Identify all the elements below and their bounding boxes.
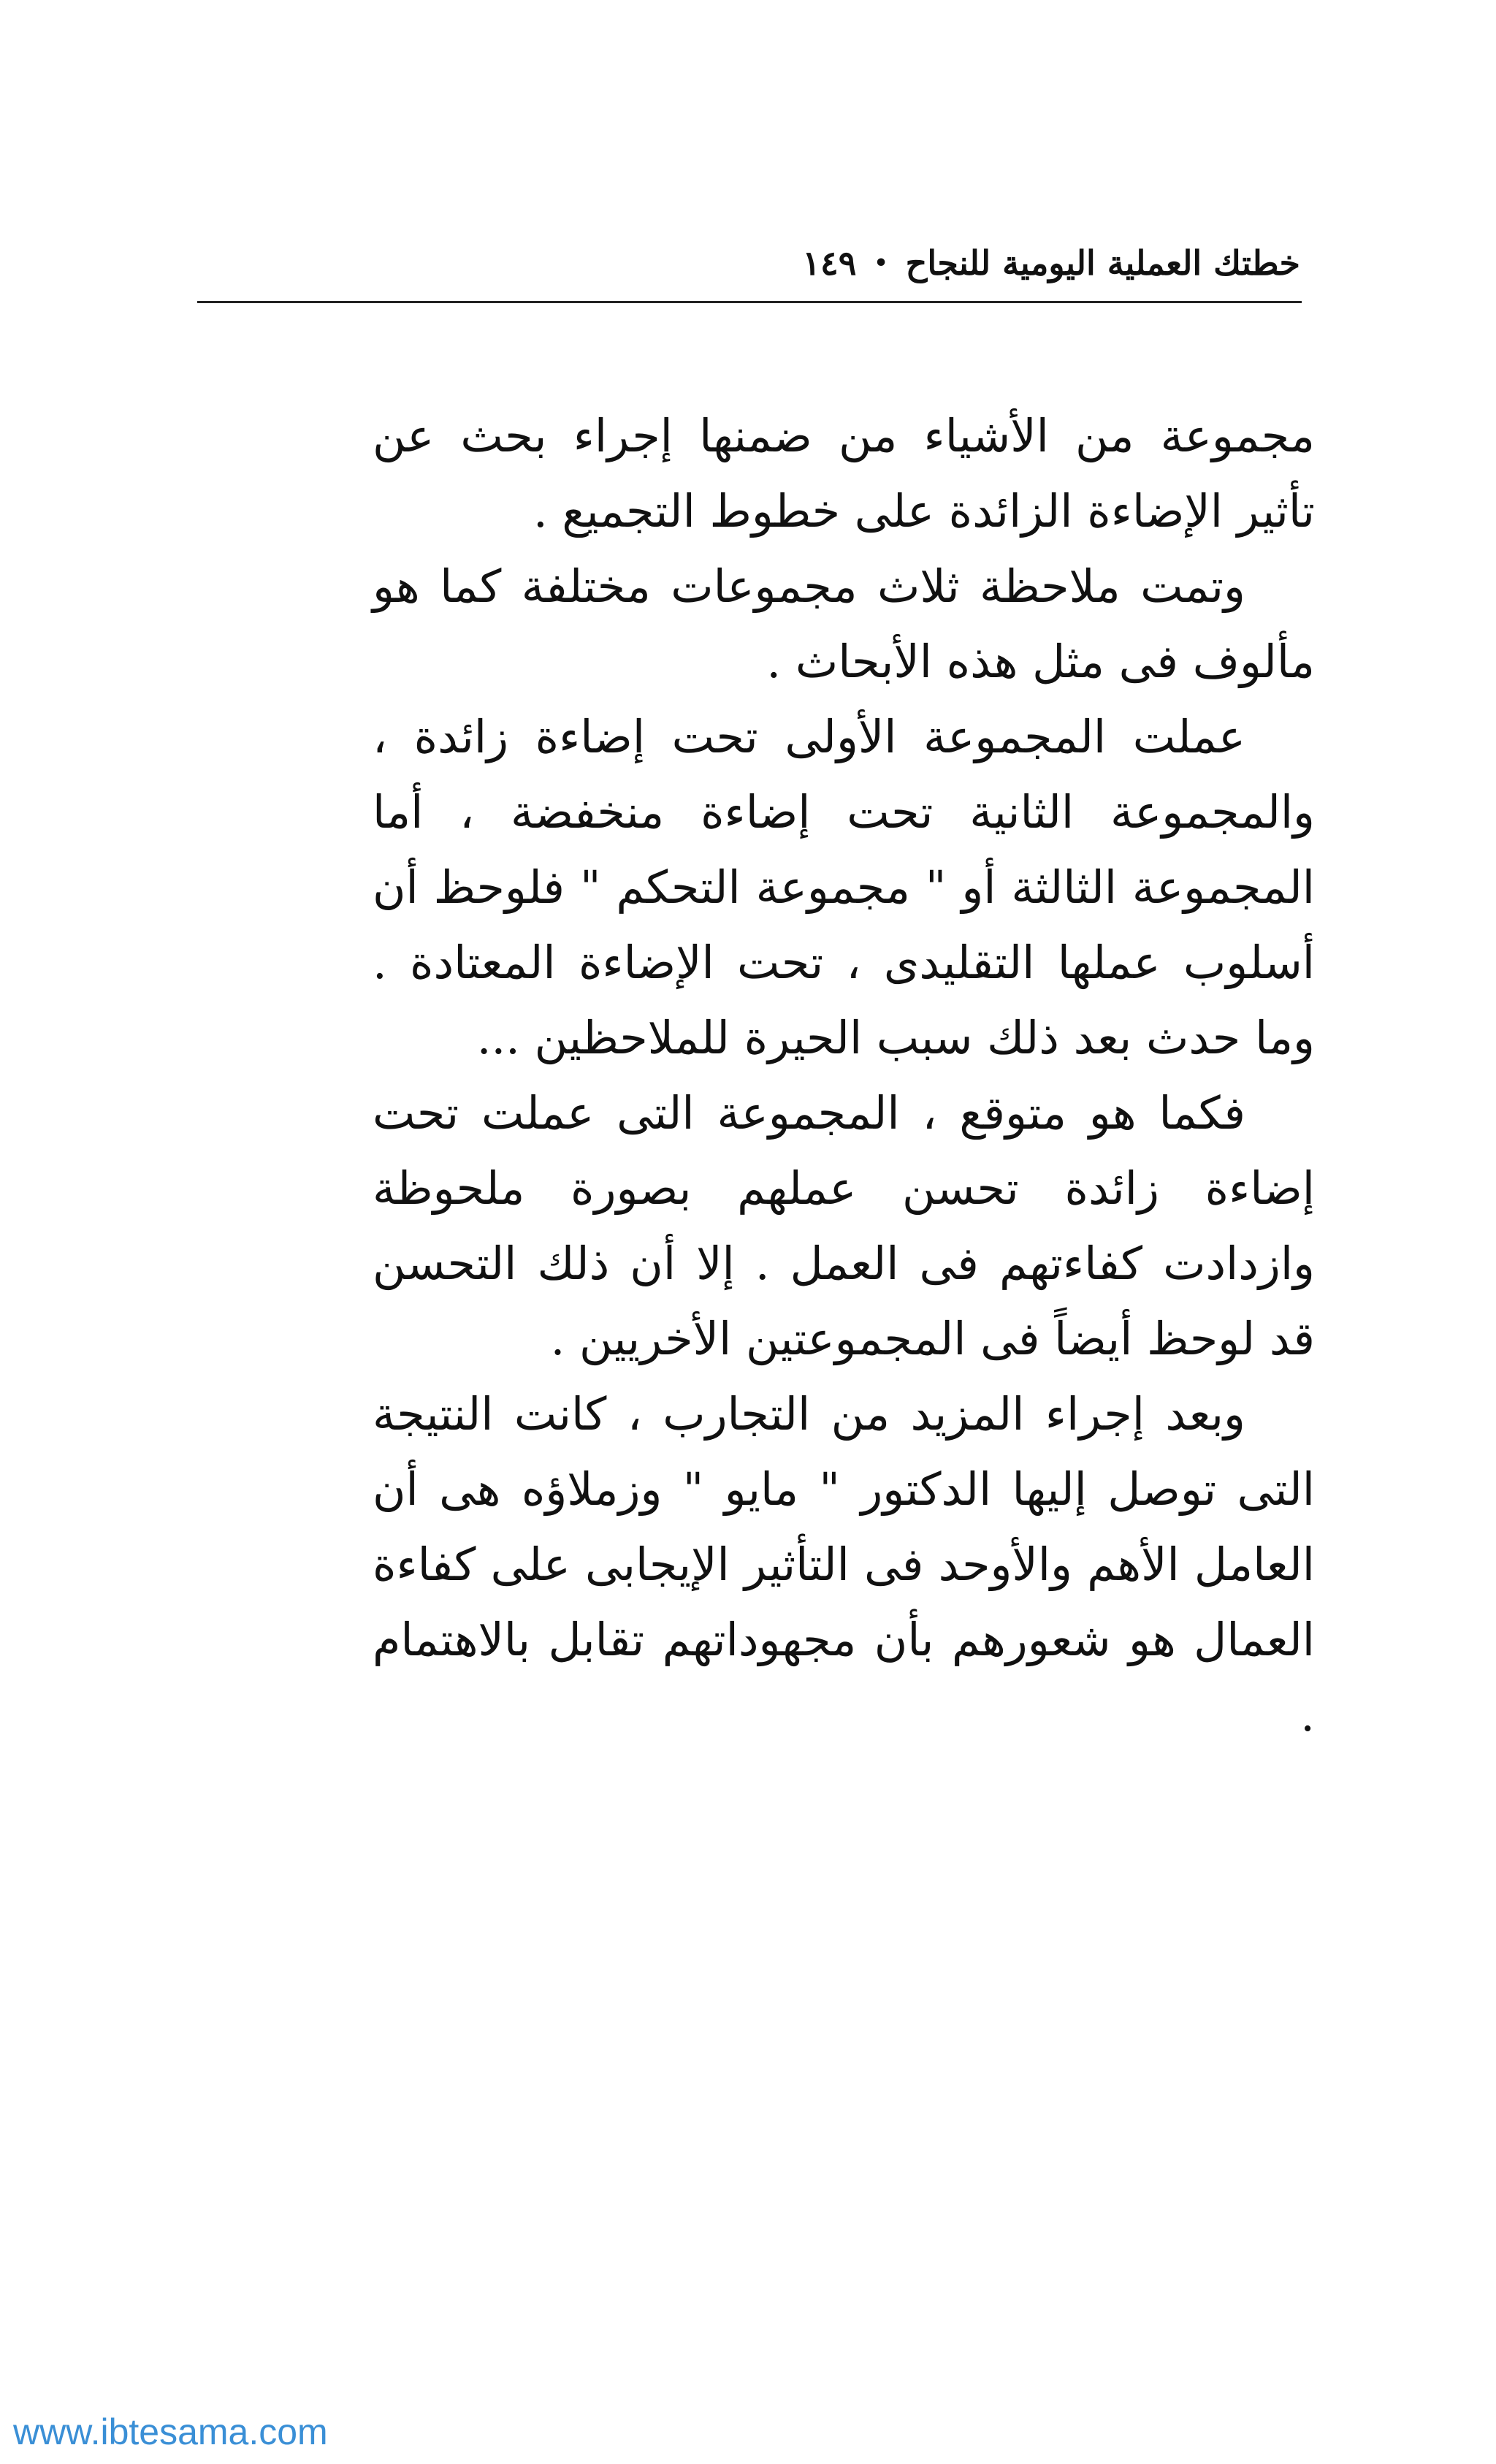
page-number: ١٤٩ [802,243,857,283]
running-header [197,234,1300,292]
paragraph-4: فكما هو متوقع ، المجموعة التى عملت تحت إضاءة زائدة تحسن عملهم بصورة ملحوظة وازدادت كفاءتهم فى العمل . إلا أن ذلك التحسن قد لوحظ أيضاً فى المجموعتين الأخريين . [373,1086,1315,1365]
paragraph-2: وتمت ملاحظة ثلاث مجموعات مختلفة كما هو مألوف فى مثل هذه الأبحاث . [373,560,1315,688]
header-bullet: • [874,250,888,276]
paragraph-3: عملت المجموعة الأولى تحت إضاءة زائدة ، والمجموعة الثانية تحت إضاءة منخفضة ، أما المجموعة الثالثة أو " مجموعة التحكم " فلوحظ أن أسلوب عملها التقليدى ، تحت الإضاءة المعتادة . وما حدث بعد ذلك سبب الحيرة للملاحظين ... [373,710,1315,1064]
paragraph-1: مجموعة من الأشياء من ضمنها إجراء بحث عن تأثير الإضاءة الزائدة على خطوط التجميع . [373,409,1315,538]
watermark-url: www.ibtesama.com [13,2411,328,2452]
body-text [373,398,1315,1752]
header-rule [197,301,1302,303]
running-header-title: خطتك العملية اليومية للنجاح [905,243,1300,283]
paragraph-5: وبعد إجراء المزيد من التجارب ، كانت النتيجة التى توصل إليها الدكتور " مايو " وزملاؤه هى أن العامل الأهم والأوحد فى التأثير الإيجابى على كفاءة العمال هو شعورهم بأن مجهوداتهم تقابل بالاهتمام . [373,1387,1315,1742]
